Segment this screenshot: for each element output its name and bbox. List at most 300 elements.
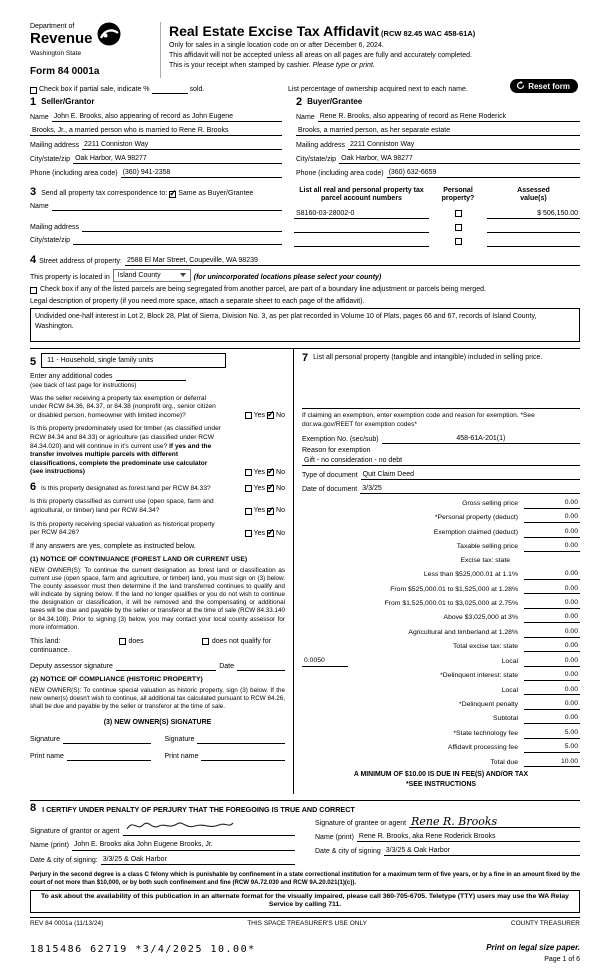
grantor-signature-column [30, 814, 295, 864]
signature-label: Signature [30, 735, 60, 743]
seller-name-label: Name [30, 113, 49, 121]
personal-property-checkbox[interactable] [455, 224, 462, 231]
partial-sale-suffix: sold. [189, 85, 205, 93]
no-label: No [276, 485, 285, 493]
agency-block [30, 22, 152, 78]
does-not-option [202, 637, 271, 646]
reset-form-button[interactable] [510, 79, 578, 93]
document-date-row [302, 484, 580, 494]
county-treasurer-label: COUNTY TREASURER [510, 920, 580, 928]
correspondence-mailing-label: Mailing address [30, 224, 80, 232]
buyer-mailing-field[interactable]: 2211 Conniston Way [348, 140, 580, 150]
parcel-row-1 [294, 209, 580, 219]
parcel-table-header [294, 187, 580, 204]
additional-codes-row [30, 372, 285, 381]
tax-line-bracket-4 [302, 613, 580, 623]
buyer-mailing-row [296, 140, 580, 150]
notice1-title: (1) NOTICE OF CONTINUANCE (FOREST LAND OR CURRENT USE) [30, 555, 248, 563]
legal-description-field[interactable]: Undivided one-half interest in Lot 2, Block 28, Plat of Sierra, Division No. 3, as per plat recorded in Volume 10 of Plats, pages 66 and 67, records of Island County, Washington. [30, 308, 580, 342]
document-date-label: Date of document [302, 485, 358, 493]
segregated-row [30, 285, 580, 294]
buyer-name-field-2[interactable]: Brooks, a married person, as her separate estate [296, 126, 580, 136]
personal-property-heading-row [302, 353, 580, 364]
same-as-buyer-label: Same as Buyer/Grantee [178, 190, 254, 197]
personal-property-cell [429, 238, 487, 247]
forest-no-checkbox[interactable] [267, 485, 274, 492]
seller-phone-field[interactable]: (360) 941-2358 [121, 168, 282, 178]
print-name-label: Print name [30, 752, 64, 760]
land-use-code-select[interactable]: 11 - Household, single family units [41, 353, 226, 367]
owner-print-2 [165, 752, 286, 761]
tax-computation-table [302, 499, 580, 767]
timber-no-checkbox[interactable] [267, 469, 274, 476]
current-use-yes-checkbox[interactable] [245, 508, 252, 515]
buyer-phone-label: Phone (including area code) [296, 170, 384, 177]
timber-yes-no [225, 468, 285, 477]
additional-codes-label: Enter any additional codes [30, 372, 113, 380]
tax-line-technology-fee [302, 729, 580, 739]
buyer-mailing-label: Mailing address [296, 141, 346, 149]
tax-value[interactable]: 0.00 [524, 671, 580, 681]
correspondence-heading-row [30, 187, 282, 198]
forest-yes-checkbox[interactable] [245, 485, 252, 492]
historical-yes-checkbox[interactable] [245, 530, 252, 537]
owner-print-field-2[interactable] [201, 752, 285, 761]
does-not-checkbox[interactable] [202, 638, 209, 645]
header-note-1: Only for sales in a single location code on or after December 6, 2024. [169, 42, 384, 50]
deputy-assessor-row [30, 662, 285, 671]
partial-sale-row [30, 85, 288, 94]
segregated-label: Check box if any of the listed parcels are being segregated from another parcel, are part of a boundary line adjustment or parcels being merged. [40, 286, 486, 294]
tax-label: Total due [490, 758, 518, 766]
section-3-number: 3 [30, 186, 37, 199]
seller-name-row-2 [30, 126, 282, 136]
seller-city-label: City/state/zip [30, 155, 71, 163]
partial-sale-label: Check box if partial sale, indicate % [39, 85, 150, 93]
owner-signature-field-2[interactable] [197, 735, 285, 744]
exemption-question-row [30, 395, 285, 421]
additional-codes-note: (see back of last page for instructions) [30, 381, 137, 389]
partial-sale-checkbox[interactable] [30, 87, 37, 94]
grantor-name-label: Name (print) [30, 842, 69, 850]
section-4-number: 4 [30, 254, 37, 267]
section-6-number: 6 [30, 480, 37, 493]
tax-label: Total excise tax: state [453, 643, 518, 651]
parcel-number-field[interactable] [294, 238, 429, 247]
tax-value[interactable]: 0.00 [524, 542, 580, 552]
tax-label: *State technology fee [453, 729, 518, 737]
certification-section [30, 800, 580, 864]
tax-label: Affidavit processing fee [447, 744, 518, 752]
signature-label: Signature [164, 735, 195, 743]
tax-label: Less than $525,000.01 at 1.1% [423, 571, 518, 579]
assessed-value-header [487, 187, 580, 204]
answers-yes-note: If any answers are yes, complete as instructed below. [30, 542, 196, 550]
does-label: does [128, 637, 144, 645]
seller-name-field-2[interactable]: Brooks, Jr., a married person who is married to Rene R. Brooks [30, 126, 282, 136]
grantee-date-row [315, 846, 580, 856]
parcel-number-field[interactable]: S8160-03-28002-0 [294, 209, 429, 219]
form-title-rcw: (RCW 82.45 WAC 458-61A) [381, 29, 476, 38]
form-number: Form 84 0001a [30, 65, 100, 77]
new-owner-print-row [30, 752, 285, 761]
parcel-row-2 [294, 224, 580, 233]
tax-line-subtotal [302, 714, 580, 724]
seller-name-field[interactable]: John E. Brooks, also appearing of record as John Eugene [52, 112, 282, 122]
forest-question-text: Is this property designated as forest land per RCW 84.33? [40, 484, 211, 492]
buyer-city-label: City/state/zip [296, 155, 337, 163]
grantee-date-label: Date & city of signing [315, 848, 381, 856]
grantee-signature-field[interactable]: Rene R. Brooks [409, 818, 580, 828]
seller-mailing-field[interactable]: 2211 Conniston Way [82, 140, 282, 150]
current-use-yes-no [225, 506, 285, 515]
grantor-date-row [30, 855, 295, 865]
tax-label: *Delinquent penalty [459, 700, 518, 708]
perjury-notice: Perjury in the second degree is a class C felony which is punishable by confinement in a state correctional institution for a maximum term of five years, or by a fine in an amount fixed by the court of not more than $10,000, or by both such confinement and fine (RCW 9A.72.030 and RCW 9A.20.021(1)(c)). [30, 870, 580, 886]
tax-label: From $525,000.01 to $1,525,000 at 1.28% [390, 585, 518, 593]
exemption-reason-field[interactable]: Gift - no consideration - no debt [302, 456, 580, 466]
exemption-number-field[interactable]: 458-61A-201(1) [382, 434, 580, 444]
tax-value[interactable]: 0.00 [524, 528, 580, 538]
cashier-stamp: 1815486 62719 *3/4/2025 10.00* [30, 943, 256, 955]
no-label: No [276, 412, 285, 420]
correspondence-city-label: City/state/zip [30, 237, 71, 245]
treasurer-space-label: THIS SPACE TREASURER'S USE ONLY [247, 920, 367, 928]
historical-question: Is this property receiving special valuation as historical property per RCW 84.26? [30, 520, 215, 537]
section-5-number: 5 [30, 355, 37, 368]
section-2-number: 2 [296, 95, 303, 108]
page-number: Page 1 of 6 [544, 956, 580, 963]
correspondence-label: Send all property tax correspondence to: [41, 190, 168, 197]
main-columns [30, 348, 580, 794]
land-use-heading-row [30, 353, 285, 367]
tax-line-delinquent-interest-local [302, 686, 580, 696]
print-name-label: Print name [164, 752, 199, 760]
correspondence-mailing-row [30, 223, 282, 232]
buyer-name-row-2 [296, 126, 580, 136]
document-date-field[interactable]: 3/3/25 [360, 484, 580, 494]
ownership-note: List percentage of ownership acquired next to each name. [288, 85, 468, 93]
buyer-name-row [296, 112, 580, 122]
agency-name [30, 22, 93, 46]
buyer-phone-field[interactable]: (360) 632-6659 [387, 168, 580, 178]
does-option [119, 637, 144, 646]
notice2-body: NEW OWNER(S): To continue special valuation as historic property, sign (3) below. If the new owner(s) doesn't wish to continue, all additional tax calculated pursuant to RCW 84.26, shall be due and payable by the seller or transferor at the time of sale. [30, 687, 285, 711]
assessed-value-field[interactable]: $ 506,150.00 [487, 209, 580, 219]
grantee-signature-column [315, 814, 580, 864]
buyer-city-field[interactable]: Oak Harbor, WA 98277 [339, 154, 580, 164]
tax-value[interactable]: 5.00 [524, 729, 580, 739]
timber-yes-checkbox[interactable] [245, 469, 252, 476]
footer-row [30, 917, 580, 928]
yes-label: Yes [253, 468, 266, 476]
street-address-row [30, 255, 580, 266]
county-note: (for unincorporated locations please select your county) [193, 274, 382, 282]
current-use-no-checkbox[interactable] [267, 508, 274, 515]
timber-question [30, 425, 225, 476]
section-1-number: 1 [30, 95, 37, 108]
header-note-3-text: This is your receipt when stamped by cashier. [169, 62, 313, 70]
revenue-label: Revenue [30, 30, 93, 48]
forest-question [30, 482, 225, 494]
exemption-no-checkbox[interactable] [267, 412, 274, 419]
seller-heading-row [30, 97, 282, 108]
tax-line-bracket-3 [302, 599, 580, 609]
exemption-claim-note: If claiming an exemption, enter exemption code and reason for exemption. *See dor.wa.gov/REET for exemption codes* [302, 412, 535, 428]
deputy-date-label: Date [219, 663, 234, 671]
buyer-city-row [296, 154, 580, 164]
buyer-phone-row [296, 168, 580, 178]
new-owner-signature-row [30, 735, 285, 744]
exemption-reason-label: Reason for exemption [302, 446, 371, 454]
seller-city-row [30, 154, 282, 164]
does-checkbox[interactable] [119, 638, 126, 645]
tax-line-processing-fee [302, 743, 580, 753]
tax-value[interactable]: 0.00 [524, 700, 580, 710]
tax-line-personal-deduct [302, 513, 580, 523]
minimum-due-note: A MINIMUM OF $10.00 IS DUE IN FEE(S) AND/OR TAX [353, 771, 529, 779]
county-row [30, 269, 580, 282]
department-of-label: Department of [30, 23, 75, 30]
personal-header-line2: property? [441, 195, 475, 203]
current-use-question-row [30, 498, 285, 515]
tax-label: Excise tax: state [460, 556, 510, 564]
grantee-signature-row [315, 815, 580, 829]
county-select[interactable]: Island County [113, 269, 191, 282]
correspondence-name-label: Name [30, 203, 49, 211]
personal-property-cell [429, 224, 487, 233]
forest-question-row [30, 482, 285, 494]
tax-line-gross [302, 499, 580, 509]
correspondence-section [30, 187, 282, 247]
tax-line-exemption-deduct [302, 528, 580, 538]
form-title: Real Estate Excise Tax Affidavit [169, 23, 380, 39]
tax-value[interactable]: 0.00 [524, 628, 580, 638]
owner-print-field-1[interactable] [67, 752, 151, 761]
tax-line-bracket-2 [302, 585, 580, 595]
grantee-name-field[interactable]: Rene R. Brooks, aka Rene Roderick Brooks [357, 832, 580, 842]
grantor-signature-label: Signature of grantor or agent [30, 828, 120, 836]
notice2-title: (2) NOTICE OF COMPLIANCE (HISTORIC PROPERTY) [30, 676, 203, 684]
owner-signature-field-1[interactable] [63, 735, 151, 744]
legal-description-label: Legal description of property (if you need more space, attach a separate sheet to each page of the affidavit). [30, 298, 365, 306]
local-rate-field[interactable]: 0.0050 [302, 657, 348, 667]
no-label: No [276, 529, 285, 537]
parcel-header-line1: List all real and personal property tax [299, 187, 424, 195]
buyer-name-field[interactable]: Rene R. Brooks, also appearing of record as Rene Roderick [318, 112, 580, 122]
correspondence-parcels-row [30, 187, 580, 247]
buyer-heading: Buyer/Grantee [307, 97, 363, 107]
tax-line-delinquent-interest-state [302, 671, 580, 681]
document-type-label: Type of document [302, 471, 358, 479]
tax-value[interactable]: 0.00 [524, 642, 580, 652]
grantee-signature-label: Signature of grantee or agent [315, 820, 407, 828]
signature-columns [30, 814, 580, 864]
historical-no-checkbox[interactable] [267, 530, 274, 537]
historical-question-row [30, 521, 285, 538]
seller-city-field[interactable]: Oak Harbor, WA 98277 [73, 154, 282, 164]
title-row [169, 22, 580, 40]
correspondence-name-field[interactable] [52, 202, 282, 211]
deputy-assessor-signature-field[interactable] [116, 662, 216, 671]
tax-line-taxable [302, 542, 580, 552]
timber-question-bold: If yes and the transfer involves multiple parcels with different classifications, complete the predominate use calculator (see instructions) [30, 442, 212, 476]
parcel-row-3 [294, 238, 580, 247]
grantor-date-field[interactable]: 3/3/25 & Oak Harbor [101, 855, 295, 865]
owner-signature-1 [30, 735, 151, 744]
left-column [30, 349, 294, 794]
tax-value[interactable]: 0.00 [524, 499, 580, 509]
tax-line-total-due [302, 758, 580, 768]
historical-yes-no [225, 529, 285, 538]
document-type-field[interactable]: Quit Claim Deed [361, 470, 580, 480]
parcel-number-field[interactable] [294, 224, 429, 233]
no-label: No [276, 507, 285, 515]
tax-label: *Delinquent interest: state [440, 672, 518, 680]
reset-button-label: Reset form [528, 81, 570, 91]
certification-heading-row [30, 803, 580, 814]
form-header [30, 22, 580, 78]
seller-mailing-row [30, 140, 282, 150]
notice1-body: NEW OWNER(S): To continue the current designation as forest land or classification as current use (open space, farm and agriculture, or timber) land, you must sign on (3) below. The county assessor must then determine if the land transferred continues to qualify and will indicate by signing below. If the land no longer qualifies or you do not wish to continue the designation or classification, it will be removed and the compensating or additional taxes will be due and payable by the seller or transferor at the time of sale (RCW 84.33.140 or 84.34.108). Prior to signing (3) below, you may contact your local county assessor for more information. [30, 566, 285, 631]
tax-line-excise-header [302, 557, 580, 566]
assessed-value-field[interactable] [487, 224, 580, 233]
section-7-number: 7 [302, 352, 309, 365]
yes-label: Yes [253, 529, 266, 537]
additional-codes-field[interactable] [116, 372, 186, 381]
land-qualify-row [30, 637, 285, 646]
header-note-3 [169, 61, 580, 70]
type-or-print-note: Please type or print. [312, 62, 375, 70]
tax-label: *Personal property (deduct) [434, 514, 518, 522]
header-note-2: This affidavit will not be accepted unless all areas on all pages are fully and accurately completed. [169, 52, 472, 60]
grantor-signature-scribble [125, 818, 235, 835]
reset-icon [516, 81, 525, 92]
personal-property-label: List all personal property (tangible and intangible) included in selling price. [313, 354, 543, 362]
tax-value[interactable]: 0.00 [524, 599, 580, 609]
street-address-label: Street address of property: [39, 258, 123, 266]
document-type-row [302, 470, 580, 480]
grantor-signature-field[interactable] [123, 818, 295, 836]
tax-label: Local [501, 686, 518, 694]
owner-print-1 [30, 752, 151, 761]
tax-label: Gross selling price [462, 500, 518, 508]
property-section [30, 255, 580, 342]
parcel-table [294, 187, 580, 247]
agency-name-row [30, 22, 152, 49]
grantor-name-field[interactable]: John E. Brooks aka John Eugene Brooks, Jr. [72, 840, 295, 850]
grantor-date-label: Date & city of signing: [30, 856, 98, 864]
tax-value[interactable]: 0.00 [524, 570, 580, 580]
revenue-logo-icon [97, 22, 121, 49]
right-column [294, 349, 580, 794]
notice3-title: (3) NEW OWNER(S) SIGNATURE [103, 718, 212, 726]
correspondence-city-field[interactable] [73, 236, 282, 245]
rev-number: REV 84 0001a (11/13/24) [30, 920, 104, 928]
segregated-checkbox[interactable] [30, 287, 37, 294]
exemption-yes-no [225, 411, 285, 420]
seller-section [30, 97, 282, 178]
grantee-name-row [315, 832, 580, 842]
tax-line-local [302, 657, 580, 667]
certification-statement: I CERTIFY UNDER PENALTY OF PERJURY THAT THE FOREGOING IS TRUE AND CORRECT [42, 805, 355, 815]
deputy-date-field[interactable] [237, 662, 285, 671]
top-row [30, 85, 580, 94]
tax-value[interactable]: 10.00 [524, 758, 580, 768]
grantee-name-label: Name (print) [315, 834, 354, 842]
same-as-buyer-checkbox[interactable] [169, 191, 176, 198]
accessibility-notice: To ask about the availability of this publication in an alternate format for the visually impaired, please call 360-705-6705. Teletype (TTY) users may use the WA Relay Service by calling 711. [30, 890, 580, 914]
tax-value[interactable]: 0.00 [524, 657, 580, 667]
tax-value[interactable]: 5.00 [524, 743, 580, 753]
street-address-field[interactable]: 2588 El Mar Street, Coupeville, WA 98239 [125, 256, 580, 266]
does-not-label: does not qualify for [211, 637, 271, 645]
tax-label: Agricultural and timberland at 1.28% [408, 628, 518, 636]
personal-property-header [429, 187, 487, 204]
exemption-number-row [302, 434, 580, 444]
tax-value[interactable]: 0.00 [524, 613, 580, 623]
seller-heading: Seller/Grantor [41, 97, 95, 107]
grantee-date-field[interactable]: 3/3/25 & Oak Harbor [384, 846, 580, 856]
tax-value[interactable]: 0.00 [524, 513, 580, 523]
title-block [160, 22, 580, 78]
see-instructions-note: *SEE INSTRUCTIONS [405, 781, 477, 789]
correspondence-mailing-field[interactable] [82, 223, 282, 232]
tax-label: Above $3,025,000 at 3% [443, 614, 518, 622]
seller-phone-row [30, 168, 282, 178]
buyer-section [296, 97, 580, 178]
yes-label: Yes [253, 485, 266, 493]
continuance-label: continuance. [30, 647, 70, 655]
tax-value[interactable]: 0.00 [524, 686, 580, 696]
tax-line-delinquent-penalty [302, 700, 580, 710]
tax-label: Taxable selling price [456, 543, 518, 551]
yes-label: Yes [253, 412, 266, 420]
tax-line-bracket-1 [302, 570, 580, 580]
located-in-label: This property is located in [30, 274, 110, 282]
personal-property-list-area[interactable] [302, 364, 580, 408]
parcel-number-header [294, 187, 429, 204]
deputy-assessor-label: Deputy assessor signature [30, 663, 113, 671]
bottom-row [30, 943, 580, 964]
timber-question-text: Is this property predominately used for timber (as classified under RCW 84.34 and 84.33) or agriculture (as classified under RCW 84.34.020) and will continue in it's current use? [30, 425, 221, 450]
this-land-label: This land: [30, 637, 61, 645]
tax-value[interactable]: 0.00 [524, 585, 580, 595]
current-use-question: Is this property classified as current use (open space, farm and agricultural, or timber) land per RCW 84.34? [30, 498, 214, 514]
exemption-number-label: Exemption No. (sec/sub) [302, 435, 379, 443]
parcel-header-line2: parcel account numbers [321, 195, 402, 203]
tax-label: Local [501, 657, 518, 665]
tax-label: Exemption claimed (deduct) [433, 528, 518, 536]
tax-label: From $1,525,000.01 to $3,025,000 at 2.75% [384, 599, 518, 607]
partial-sale-percent-field[interactable] [152, 86, 188, 94]
tax-value[interactable]: 0.00 [524, 714, 580, 724]
personal-property-checkbox[interactable] [455, 238, 462, 245]
tax-line-agricultural [302, 628, 580, 638]
exemption-block [302, 408, 580, 465]
correspondence-name-row [30, 202, 282, 211]
yes-label: Yes [253, 507, 266, 515]
personal-property-checkbox[interactable] [455, 210, 462, 217]
correspondence-city-row [30, 236, 282, 245]
assessed-header-line1: Assessed [517, 187, 550, 195]
assessed-value-field[interactable] [487, 238, 580, 247]
parties-row [30, 97, 580, 178]
buyer-heading-row [296, 97, 580, 108]
grantor-signature-row [30, 818, 295, 836]
exemption-yes-checkbox[interactable] [245, 412, 252, 419]
seller-phone-label: Phone (including area code) [30, 170, 118, 177]
